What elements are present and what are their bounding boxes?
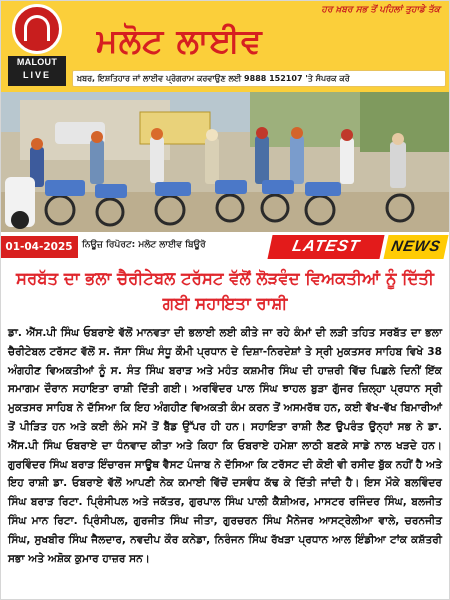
contact-text: ਖ਼ਬਰ, ਇਸ਼ਤਿਹਾਰ ਜਾਂ ਲਾਈਵ ਪ੍ਰੋਗਰਾਮ ਕਰਵਾਉਣ ਲਈ 9888 152107 'ਤੇ ਸੰਪਰਕ ਕਰੋ	[77, 74, 350, 83]
logo-line1: MALOUT	[16, 57, 58, 67]
logo-wordmark	[8, 56, 66, 86]
reporter-credit: ਨਿਊਜ਼ ਰਿਪੋਰਟ: ਮਲੋਟ ਲਾਈਵ ਬਿਊਰੋ	[82, 240, 206, 250]
contact-bar	[72, 70, 446, 87]
news-meta-strip	[0, 232, 450, 262]
logo-emblem	[12, 4, 62, 54]
latest-label: LATEST	[267, 235, 384, 259]
article-body: ਡਾ. ਐੱਸ.ਪੀ ਸਿੰਘ ਓਬਰਾਏ ਵੱਲੋਂ ਮਾਨਵਤਾ ਦੀ ਭਲਾਈ ਲਈ ਕੀਤੇ ਜਾ ਰਹੇ ਕੰਮਾਂ ਦੀ ਲੜੀ ਤਹਿਤ ਸਰਬੱਤ ਦਾ ਭਲਾ ਚੈਰੀਟੇਬਲ ਟਰੱਸਟ ਵੱਲੋਂ ਸ. ਜੱਸਾ ਸਿੰਘ ਸੰਧੂ ਕੌਮੀ ਪ੍ਰਧਾਨ ਦੇ ਦਿਸ਼ਾ-ਨਿਰਦੇਸ਼ਾਂ ਤੇ ਸ੍ਰੀ ਮੁਕਤਸਰ ਸਾਹਿਬ ਵਿਖੇ 38 ਅੰਗਹੀਣ ਵਿਅਕਤੀਆਂ ਨੂੰ ਸ. ਸੰਤ ਸਿੰਘ ਬਰਾੜ ਅਤੇ ਮਹੰਤ ਕਸ਼ਮੀਰ ਸਿੰਘ ਦੀ ਹਾਜ਼ਰੀ ਵਿੱਚ ਪਿਛਲੇ ਦਿਨੀਂ ਇੱਕ ਸਮਾਗਮ ਦੌਰਾਨ ਸਹਾਇਤਾ ਰਾਸ਼ੀ ਦਿੱਤੀ ਗਈ। ਅਰਵਿੰਦਰ ਪਾਲ ਸਿੰਘ ਝਾਹਲ ਬੁੜਾ ਗੁੱਜਰ ਜ਼ਿਲ੍ਹਾ ਪ੍ਰਧਾਨ ਸ੍ਰੀ ਮੁਕਤਸਰ ਸਾਹਿਬ ਨੇ ਦੱਸਿਆ ਕਿ ਇਹ ਅੰਗਹੀਣ ਵਿਅਕਤੀ ਕੰਮ ਕਰਨ ਤੋਂ ਅਸਮਰੱਥ ਹਨ, ਕਈ ਵੱਖ-ਵੱਖ ਬਿਮਾਰੀਆਂ ਤੋਂ ਪੀੜਿਤ ਹਨ ਅਤੇ ਕਈ ਲੰਮੇ ਸਮੇਂ ਤੋਂ ਬੈੱਡ ਉੱਪਰ ਹੀ ਹਨ। ਸਹਾਇਤਾ ਰਾਸ਼ੀ ਲੈਣ ਉਪਰੰਤ ਉਨ੍ਹਾਂ ਸਭ ਨੇ ਡਾ. ਐੱਸ.ਪੀ ਸਿੰਘ ਓਬਰਾਏ ਦਾ ਧੰਨਵਾਦ ਕੀਤਾ ਅਤੇ ਕਿਹਾ ਕਿ ਓਬਰਾਏ ਹਮੇਸ਼ਾ ਲਾਠੀ ਬਣਕੇ ਸਾਡੇ ਨਾਲ ਖੜਦੇ ਹਨ। ਗੁਰਵਿੰਦਰ ਸਿੰਘ ਬਰਾੜ ਇੰਚਾਰਜ ਸਾਊਥ ਵੈਸਟ ਪੰਜਾਬ ਨੇ ਦੱਸਿਆ ਕਿ ਟਰੱਸਟ ਦੀ ਕੋਈ ਵੀ ਰਸੀਦ ਬੁੱਕ ਨਹੀਂ ਹੈ ਅਤੇ ਇਹ ਰਾਸ਼ੀ ਡਾ. ਓਬਰਾਏ ਵੱਲੋਂ ਆਪਣੀ ਨੇਕ ਕਮਾਈ ਵਿੱਚੋਂ ਦਸਵੰਧ ਕੱਢ ਕੇ ਦਿੱਤੀ ਜਾਂਦੀ ਹੈ। ਇਸ ਮੌਕੇ ਬਲਵਿੰਦਰ ਸਿੰਘ ਬਰਾੜ ਰਿਟਾ. ਪ੍ਰਿੰਸੀਪਲ ਅਤੇ ਜਕੱਤਰ, ਗੁਰਪਾਲ ਸਿੰਘ ਪਾਲੀ ਕੈਸ਼ੀਅਰ, ਮਾਸਟਰ ਰਜਿੰਦਰ ਸਿੰਘ, ਬਲਜੀਤ ਸਿੰਘ ਮਾਨ ਰਿਟਾ. ਪ੍ਰਿੰਸੀਪਲ, ਗੁਰਜੀਤ ਸਿੰਘ ਜੀਤਾ, ਗੁਰਚਰਨ ਸਿੰਘ ਮੈਨੇਜਰ ਆਸਟ੍ਰੇਲੀਆ ਵਾਲੇ, ਚਰਨਜੀਤ ਸਿੰਘ, ਸੁਖਬੀਰ ਸਿੰਘ ਜੈਲਦਾਰ, ਨਵਦੀਪ ਕੌਰ ਕਨੇਡਾ, ਨਿਰੰਜਨ ਸਿੰਘ ਰੱਖੜਾ ਪ੍ਰਧਾਨ ਆਲ ਇੰਡੀਆ ਟਾਂਕ ਕਸ਼ੱਤਰੀ ਸਭਾ ਅਤੇ ਅਸ਼ੋਕ ਕੁਮਾਰ ਹਾਜ਼ਰ ਸਨ।	[8, 327, 442, 565]
date-badge: 01-04-2025	[0, 236, 78, 258]
site-tagline: ਹਰ ਖ਼ਬਰ ਸਭ ਤੋਂ ਪਹਿਲਾਂ ਤੁਹਾਡੇ ਤੱਕ	[321, 5, 440, 15]
site-brand-title: ਮਲੋਟ ਲਾਈਵ	[96, 21, 263, 60]
event-photo-illustration	[0, 92, 450, 232]
article-headline: ਸਰਬੱਤ ਦਾ ਭਲਾ ਚੈਰੀਟੇਬਲ ਟਰੱਸਟ ਵੱਲੋਂ ਲੋੜਵੰਦ ਵਿਅਕਤੀਆਂ ਨੂੰ ਦਿੱਤੀ ਗਈ ਸਹਾਇਤਾ ਰਾਸ਼ੀ	[16, 269, 434, 313]
malout-live-logo[interactable]	[8, 4, 66, 86]
news-label: NEWS	[383, 235, 448, 259]
logo-line2: LIVE	[22, 70, 51, 80]
news-photo	[0, 92, 450, 232]
site-header	[0, 0, 450, 92]
